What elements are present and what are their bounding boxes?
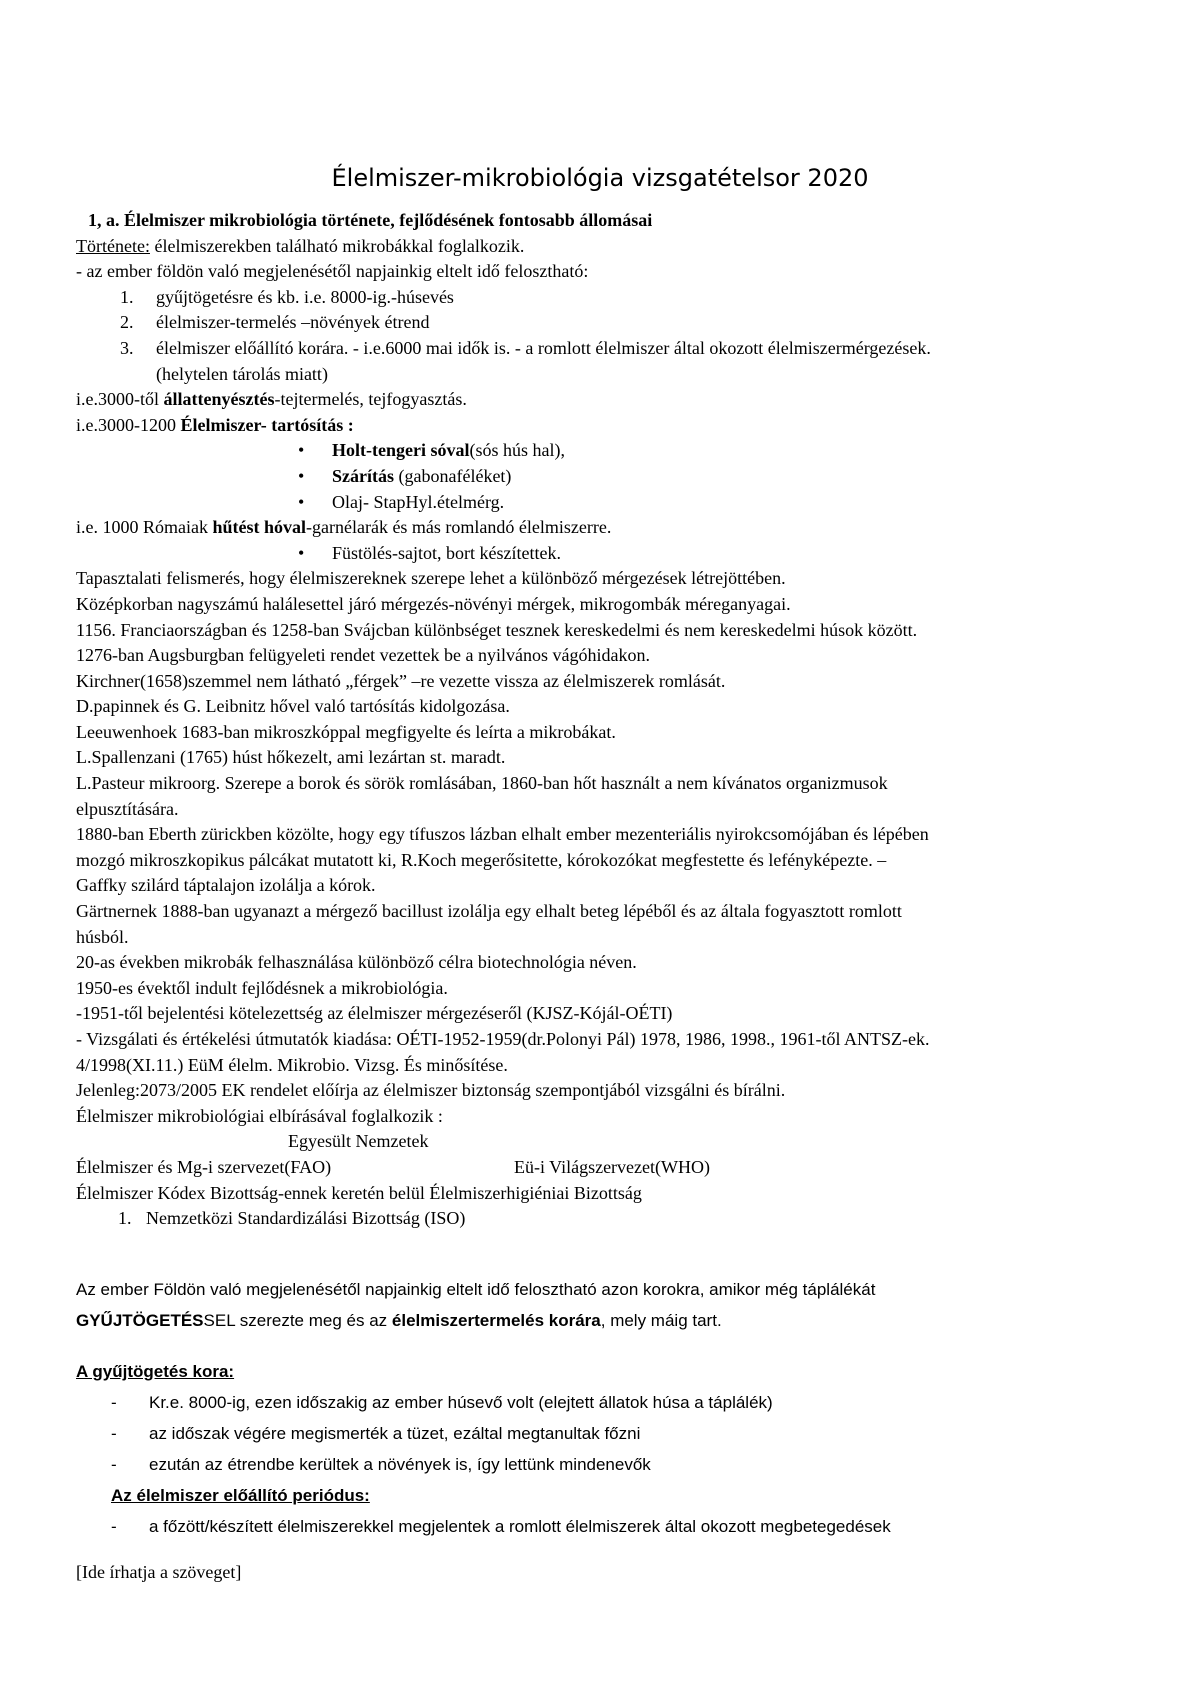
- history-line: Gaffky szilárd táptalajon izolálja a kórok.: [76, 875, 376, 896]
- body-text: [76, 208, 1186, 1232]
- history-line: L.Pasteur mikroorg. Szerepe a borok és sörök romlásában, 1860-ban hőt használt a nem kívánatos organizmusok: [76, 773, 888, 794]
- history-line: Élelmiszer mikrobiológiai elbírásával foglalkozik :: [76, 1105, 443, 1126]
- dash-item: - Kr.e. 8000-ig, ezen időszakig az ember húsevő volt (elejtett állatok húsa a táplálék): [76, 1387, 1186, 1418]
- kodex-line: Élelmiszer Kódex Bizottság-ennek keretén belül Élelmiszerhigiéniai Bizottság: [76, 1182, 642, 1203]
- placeholder-text[interactable]: [Ide írhatja a szöveget]: [76, 1562, 242, 1582]
- bullet-icon: •: [298, 491, 305, 512]
- history-line: Tapasztalati felismerés, hogy élelmiszereknek szerepe lehet a különböző mérgezések létrejöttében.: [76, 568, 786, 589]
- history-line: 1156. Franciaországban és 1258-ban Svájcban különbséget tesznek kereskedelmi és nem kereskedelmi húsok között.: [76, 619, 918, 640]
- dash-icon: -: [111, 1424, 117, 1443]
- numbered-item: 1. Nemzetközi Standardizálási Bizottság (ISO): [118, 1208, 466, 1229]
- history-line: Jelenleg:2073/2005 EK rendelet előírja az élelmiszer biztonság szempontjából vizsgálni és bírálni.: [76, 1080, 786, 1101]
- dash-icon: -: [111, 1517, 117, 1536]
- history-line: 20-as években mikrobák felhasználása különböző célra biotechnológia néven.: [76, 952, 637, 973]
- page-title: Élelmiszer-mikrobiológia vizsgatételsor 2020: [331, 164, 869, 192]
- history-line: Középkorban nagyszámú halálesettel járó mérgezés-növényi mérgek, mikrogombák méreganyagai.: [76, 593, 791, 614]
- history-line: elpusztítására.: [76, 798, 179, 819]
- intro-line: - az ember földön való megjelenésétől napjainkig eltelt idő felosztható:: [76, 261, 589, 282]
- bullet-icon: •: [298, 440, 305, 461]
- bullet-icon: •: [298, 465, 305, 486]
- history-line: húsból.: [76, 926, 129, 947]
- summary-paragraph-line: Az ember Földön való megjelenésétől napjainkig eltelt idő felosztható azon korokra, amikor még táplálékát: [76, 1280, 876, 1299]
- dash-item: - ezután az étrendbe kerültek a növények is, így lettünk mindenevők: [76, 1449, 1186, 1480]
- egyesult-nemzetek: Egyesült Nemzetek: [288, 1131, 429, 1152]
- bullet-item: • Holt-tengeri sóval(sós hús hal),: [76, 438, 1186, 464]
- org-line: Élelmiszer és Mg-i szervezet(FAO) Eü-i Világszervezet(WHO): [76, 1156, 710, 1177]
- history-line: L.Spallenzani (1765) húst hőkezelt, ami lezártan st. maradt.: [76, 747, 506, 768]
- bullet-item: • Olaj- StapHyl.ételmérg.: [76, 490, 1186, 516]
- bullet-item: • Szárítás (gabonaféléket): [76, 464, 1186, 490]
- history-line: 1276-ban Augsburgban felügyeleti rendet vezettek be a nyilvános vágóhidakon.: [76, 645, 651, 666]
- tortenete-line: Története: élelmiszerekben található mikrobákkal foglalkozik.: [76, 235, 525, 256]
- history-line: 4/1998(XI.11.) EüM élelm. Mikrobio. Vizsg. És minősítése.: [76, 1054, 508, 1075]
- eloallito-heading: Az élelmiszer előállító periódus:: [111, 1486, 370, 1505]
- history-line: 1880-ban Eberth zürickben közölte, hogy egy tífuszos lázban elhalt ember mezenteriális nyirokcsomójában és lépében: [76, 824, 929, 845]
- numbered-item-continuation: (helytelen tárolás miatt): [156, 363, 328, 384]
- history-line: 1950-es évektől indult fejlődésnek a mikrobiológia.: [76, 977, 448, 998]
- history-line: -1951-től bejelentési kötelezettség az élelmiszer mérgezéseről (KJSZ-Kójál-OÉTI): [76, 1003, 673, 1024]
- summary-paragraph-line: GYŰJTÖGETÉSSEL szerezte meg és az élelmiszertermelés korára, mely máig tart.: [76, 1311, 722, 1330]
- gyujtogetes-heading: A gyűjtögetés kora:: [76, 1362, 235, 1381]
- romaiak-line: i.e. 1000 Rómaiak hűtést hóval-garnélarák és más romlandó élelmiszerre.: [76, 517, 612, 538]
- bullet-item: • Füstölés-sajtot, bort készítettek.: [76, 541, 1186, 567]
- line-3000: i.e.3000-től állattenyésztés-tejtermelés, tejfogyasztás.: [76, 389, 467, 410]
- history-line: Kirchner(1658)szemmel nem látható „férgek” –re vezette vissza az élelmiszerek romlását.: [76, 670, 726, 691]
- history-line: D.papinnek és G. Leibnitz hővel való tartósítás kidolgozása.: [76, 696, 510, 717]
- numbered-item: 2. élelmiszer-termelés –növények étrend: [120, 312, 430, 333]
- bullet-icon: •: [298, 542, 305, 563]
- summary-section: [76, 1274, 1186, 1542]
- history-line: Leeuwenhoek 1683-ban mikroszkóppal megfigyelte és leírta a mikrobákat.: [76, 721, 616, 742]
- line-1200: i.e.3000-1200 Élelmiszer- tartósítás :: [76, 414, 354, 435]
- numbered-item: 3. élelmiszer előállító korára. - i.e.6000 mai idők is. - a romlott élelmiszer által okozott élelmiszermérgezések.: [120, 337, 931, 358]
- dash-item: - az időszak végére megismerték a tüzet, ezáltal megtanultak főzni: [76, 1418, 1186, 1449]
- section-heading: 1, a. Élelmiszer mikrobiológia története, fejlődésének fontosabb állomásai: [88, 210, 653, 230]
- history-line: - Vizsgálati és értékelési útmutatók kiadása: OÉTI-1952-1959(dr.Polonyi Pál) 1978, 1986, 1998., 1961-től ANTSZ-ek.: [76, 1029, 930, 1049]
- history-line: Gärtnernek 1888-ban ugyanazt a mérgező bacillust izolálja egy elhalt beteg lépéből és az általa fogyasztott romlott: [76, 901, 902, 922]
- dash-icon: -: [111, 1455, 117, 1474]
- dash-icon: -: [111, 1393, 117, 1412]
- dash-item: - a főzött/készített élelmiszerekkel megjelentek a romlott élelmiszerek által okozott megbetegedések: [76, 1511, 1186, 1542]
- numbered-item: 1. gyűjtögetésre és kb. i.e. 8000-ig.-húsevés: [120, 286, 454, 307]
- history-line: mozgó mikroszkopikus pálcákat mutatott ki, R.Koch megerősitette, kórokozókat megfestette és lefényképezte. –: [76, 849, 887, 870]
